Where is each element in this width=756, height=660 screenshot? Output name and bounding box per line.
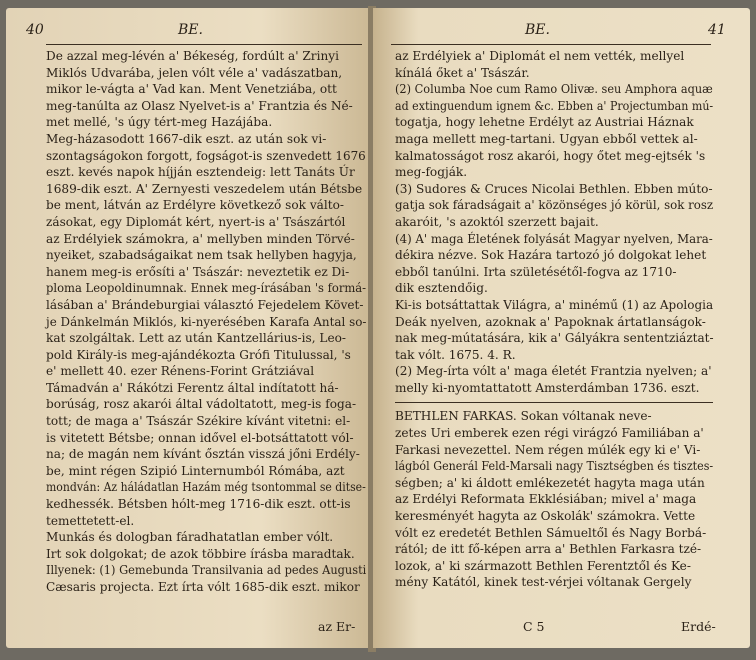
left-text-line: e' mellett 40. ezer Rénens-Forint Grátziával — [46, 364, 315, 379]
left-text-line: na; de magán nem kívánt ősztán visszá jőni Erdély- — [46, 447, 360, 462]
right-page — [373, 8, 750, 648]
section-separator-rule — [395, 402, 713, 403]
left-text-line: Illyenek: (1) Gemebunda Transilvania ad pedes Augusti — [46, 563, 367, 578]
right-text-line: vólt ez eredetét Bethlen Sámueltől és Nagy Borbá- — [395, 525, 707, 540]
right-text-line: tak vólt. 1675. 4. R. — [395, 347, 516, 362]
left-text-line: Irt sok dolgokat; de azok többire írásba maradtak. — [46, 546, 355, 561]
right-text-line: togatja, hogy lehetne Erdélyt az Austriai Háznak — [395, 115, 694, 130]
left-text-line: borúság, rosz akarói által vádoltatott, meg-is foga- — [46, 397, 357, 412]
left-text-line: temettetett-el. — [46, 513, 135, 528]
left-text-line: Meg-házasodott 1667-dik eszt. az után sok vi- — [46, 131, 327, 146]
right-page-number: 41 — [708, 22, 726, 38]
right-text-line: (4) A' maga Életének folyását Magyar nyelven, Mara- — [395, 231, 713, 246]
right-text-line: dékira nézve. Sok Hazára tartozó jó dolgokat lehet — [395, 248, 707, 263]
left-text-line: ploma Leopoldinumnak. Ennek meg-írásában 's formá- — [46, 281, 367, 296]
left-text-line: Cæsaris projecta. Ezt írta vólt 1685-dik eszt. mikor — [46, 580, 360, 594]
right-text-line: melly ki-nyomtattatott Amsterdámban 1736. eszt. — [395, 380, 700, 395]
left-text-line: mikor le-vágta a' Vad kan. Ment Venetziába, ott — [46, 82, 337, 97]
right-text-line: BETHLEN FARKAS. Sokan vóltanak neve- — [395, 409, 652, 424]
right-page-text — [395, 48, 713, 591]
left-text-line: Miklós Udvarába, jelen vólt véle a' vadászatban, — [46, 65, 343, 80]
left-text-line: kat szolgáltak. Lett az után Kantzellárius-is, Leo- — [46, 331, 346, 346]
right-text-line: zetes Uri emberek ezen régi virágzó Familiában a' — [395, 426, 704, 441]
left-text-line: kedhessék. Bétsben hólt-meg 1716-dik eszt. ott-is — [46, 497, 351, 512]
left-text-line: is vitetett Bétsbe; onnan idővel el-botsáttatott vól- — [46, 430, 354, 445]
left-text-line: Támadván a' Rákótzi Ferentz által indítatott há- — [46, 380, 339, 395]
left-text-line: mondván: Az háládatlan Hazám még tsontommal se ditse- — [46, 480, 366, 495]
left-text-line: je Dánkelmán Miklós, ki-nyerésében Karafa Antal so- — [46, 314, 367, 329]
left-text-line: be, mint régen Szipió Linternumból Rómába, azt — [46, 463, 345, 478]
right-running-head: BE. — [525, 22, 550, 38]
left-text-line: az Erdélyiek számokra, a' mellyben minden Törvé- — [46, 231, 355, 246]
right-text-line: meg-fogják. — [395, 165, 468, 180]
right-text-line: (2) Meg-írta vólt a' maga életét Frantzia nyelven; a' — [395, 364, 712, 379]
left-text-line: tott; de maga a' Tsászár Székire kívánt vitetni: el- — [46, 414, 351, 429]
right-text-line: ségben; a' ki áldott emlékezetét hagyta maga után — [395, 475, 705, 490]
left-running-head: BE. — [178, 22, 203, 38]
left-catchword: az Er- — [318, 619, 356, 634]
right-text-line: Farkasi nevezettel. Nem régen múlék egy ki e' Vi- — [395, 442, 701, 457]
right-catchword: Erdé- — [681, 619, 716, 634]
right-text-line: az Erdélyi Reformata Ekklésiában; mivel a' maga — [395, 492, 697, 507]
right-text-line: keresményét hagyta az Oskolák' számokra. Vette — [395, 509, 696, 524]
left-text-line: zásokat, egy Diplomát kért, nyert-is a' Tsászártól — [46, 214, 346, 229]
right-text-line: mény Katától, kinek test-vérjei vóltanak Gergely — [395, 575, 692, 590]
left-text-line: be ment, látván az Erdélyre következő sok válto- — [46, 198, 344, 213]
left-header-rule — [46, 44, 362, 45]
right-text-line: lozok, a' ki származott Bethlen Ferentztől és Ke- — [395, 558, 691, 573]
right-text-line: nak meg-mútatására, kik a' Gályákra sententziáztat- — [395, 331, 714, 346]
right-text-line: akaróit, 's azoktól szerzett bajait. — [395, 214, 599, 229]
right-text-line: ad extinguendum ignem &c. Ebben a' Projectumban mú- — [395, 98, 714, 113]
right-text-line: kínálá őket a' Tsászár. — [395, 65, 530, 80]
right-text-line: ebből tanúlni. Irta születésétől-fogva az 1710- — [395, 264, 677, 279]
left-text-line: eszt. kevés napok híjján esztendeig: lett Tanáts Úr — [46, 165, 355, 180]
right-text-line: maga mellett meg-tartani. Ugyan ebből vettek al- — [395, 131, 698, 146]
right-text-line: Deák nyelven, azoknak a' Papoknak ártatlanságok- — [395, 314, 706, 329]
left-text-line: 1689-dik eszt. A' Zernyesti veszedelem után Bétsbe — [46, 181, 363, 196]
left-text-line: Munkás és dologban fáradhatatlan ember vólt. — [46, 530, 334, 545]
right-text-line: Ki-is botsáttattak Világra, a' minémű (1) az Apologia — [395, 297, 714, 312]
right-text-line: kalmatosságot rosz akarói, hogy őtet meg-ejtsék 's — [395, 148, 706, 163]
left-page — [6, 8, 371, 648]
left-page-number: 40 — [26, 22, 44, 38]
left-text-line: nyeiket, szabadságaikat nem tsak hellyben hagyja, — [46, 248, 357, 263]
left-text-line: lásában a' Brándeburgiai választó Fejedelem Követ- — [46, 297, 364, 312]
left-text-line: pold Király-is meg-ajándékozta Grófi Titulussal, 's — [46, 347, 351, 362]
left-text-line: met mellé, 's úgy tért-meg Hazájába. — [46, 115, 273, 130]
left-text-line: szontagságokon forgott, fogságot-is szenvedett 1676 — [46, 148, 366, 163]
right-text-line: (2) Columba Noe cum Ramo Olivæ. seu Amphora aquæ — [395, 82, 713, 97]
left-page-text — [46, 48, 366, 596]
right-text-line: dik esztendőig. — [395, 281, 488, 296]
left-text-line: De azzal meg-lévén a' Békeség, fordúlt a' Zrinyi — [46, 49, 339, 63]
right-text-line: az Erdélyiek a' Diplomát el nem vették, mellyel — [395, 49, 685, 63]
right-text-line: rától; de itt fő-képen arra a' Bethlen Farkasra tzé- — [395, 542, 702, 557]
left-text-line: hanem meg-is erősíti a' Tsászár: neveztetik ez Di- — [46, 264, 350, 279]
left-text-line: meg-tanúlta az Olasz Nyelvet-is a' Frantzia és Né- — [46, 98, 353, 113]
right-text-line: gatja sok fáradságait a' közönséges jó körül, sok rosz — [395, 198, 714, 213]
right-text-line: (3) Sudores & Cruces Nicolai Bethlen. Ebben múto- — [395, 181, 713, 196]
right-text-line: lágból Generál Feld-Marsali nagy Tisztségben és tisztes- — [395, 459, 714, 474]
right-header-rule — [391, 44, 711, 45]
signature-mark: C 5 — [523, 619, 545, 634]
